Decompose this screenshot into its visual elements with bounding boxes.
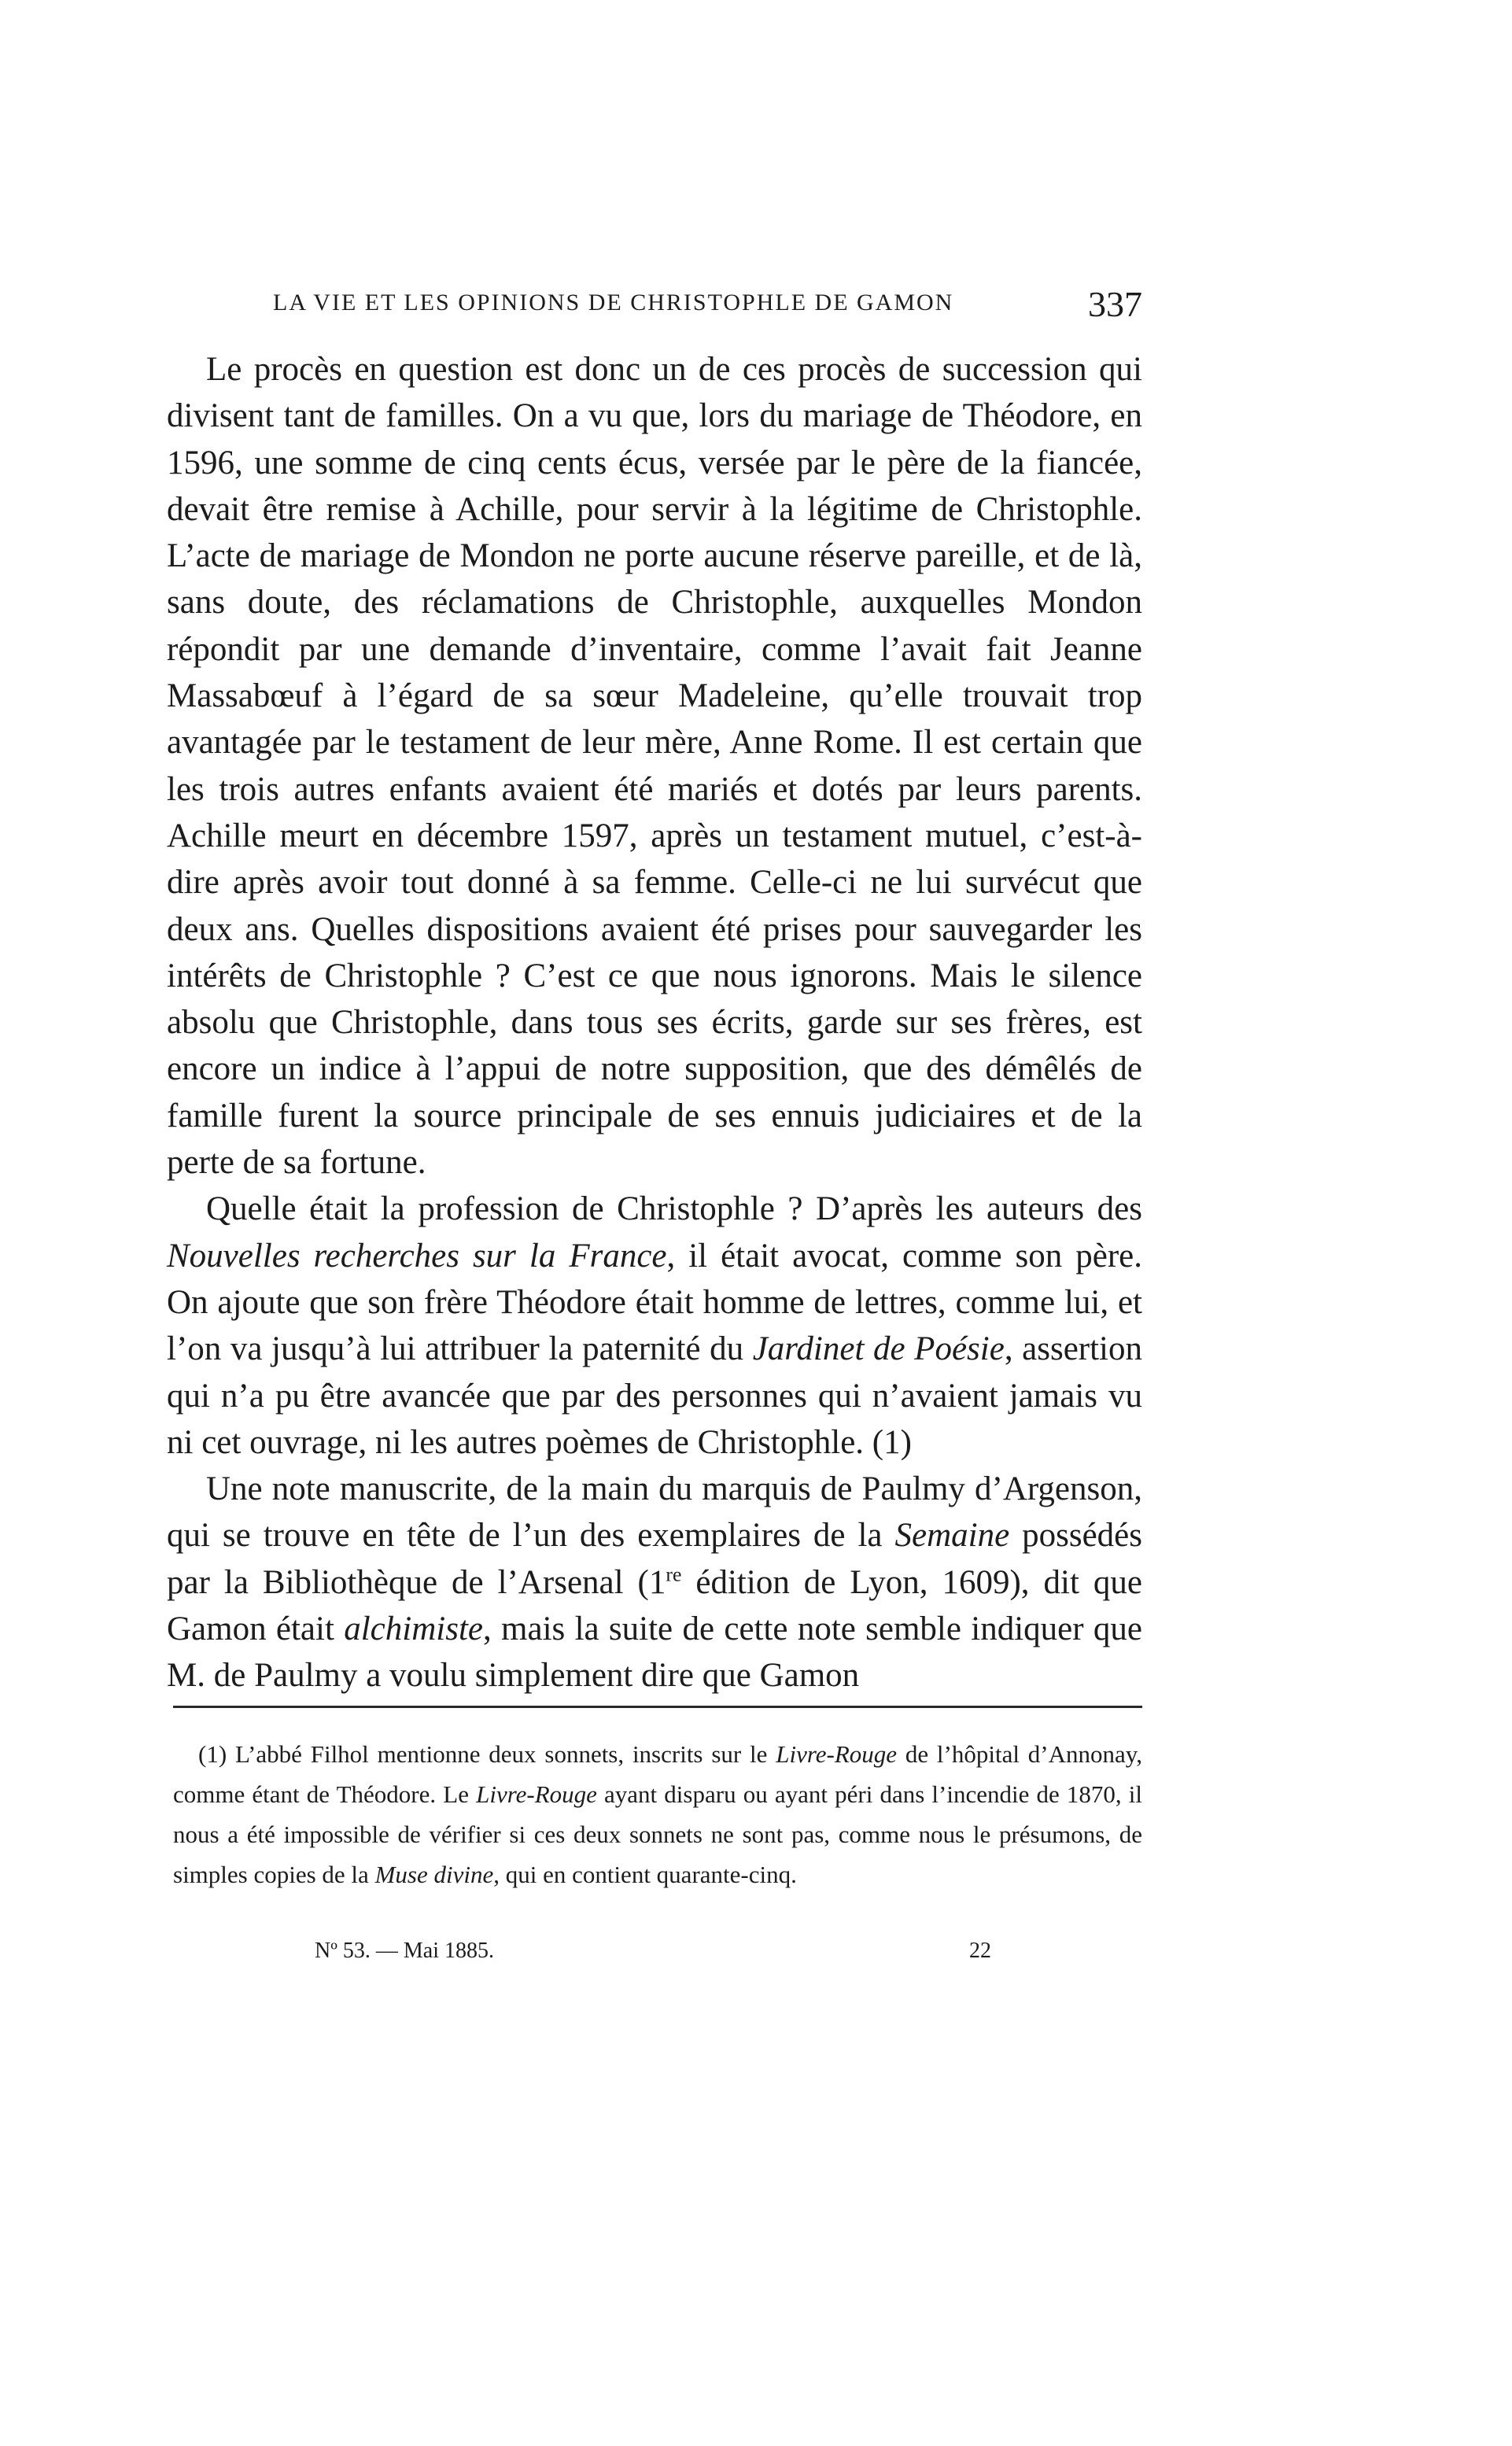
paragraph-1 — [167, 346, 1142, 1186]
title-muse-divine: Muse divine — [374, 1861, 494, 1888]
footnote-text-b: de l’hôpital d’Annonay, comme étant de Théodore. Le — [173, 1740, 1142, 1808]
running-title: LA VIE ET LES OPINIONS DE CHRISTOPHLE DE GAMON — [273, 290, 954, 315]
title-livre-rouge-2: Livre-Rouge — [476, 1780, 597, 1808]
footnote-text-d: , qui en contient quarante-cinq. — [493, 1861, 797, 1888]
term-alchimiste: alchimiste — [344, 1610, 483, 1648]
footnote-text-a: (1) L’abbé Filhol mentionne deux sonnets, inscrits sur le — [198, 1740, 776, 1768]
footnote-text-c: ayant disparu ou ayant péri dans l’incendie de 1870, il nous a été impossible de vérifier si ces deux sonnets ne sont pas, comme nous le présumons, de simples copies de la — [173, 1780, 1142, 1888]
issue-info: Nº 53. — Mai 1885. — [315, 1939, 495, 1963]
paragraph-3-text-b: possédés par la Bibliothèque de l’Arsenal (1 — [167, 1517, 1143, 1601]
paragraph-2-text-c: , assertion qui n’a pu être avancée que par des personnes qui n’avaient jamais vu ni cet ouvrage, ni les autres poèmes de Christophle. (1) — [167, 1330, 1143, 1461]
paragraph-2-text-b: , il était avocat, comme son père. On ajoute que son frère Théodore était homme de lettres, comme lui, et l’on va jusqu’à lui attribuer la paternité du — [167, 1237, 1142, 1368]
title-semaine: Semaine — [894, 1517, 1010, 1555]
footnote-rule — [173, 1706, 1142, 1708]
paragraph-3-text-c: édition de Lyon, 1609), dit que Gamon était — [167, 1563, 1142, 1648]
sheet-signature: 22 — [969, 1939, 991, 1963]
footnote-1 — [173, 1734, 1142, 1894]
paragraph-1-text: Le procès en question est donc un de ces procès de succession qui divisent tant de familles. On a vu que, lors du mariage de Théodore, en 1596, une somme de cinq cents écus, versée par le père de la fiancée, devait être remise à Achille, pour servir à la légitime de Christophle. L’acte de mariage de Mondon ne porte aucune réserve pareille, et de là, sans doute, des réclamations de Christophle, auxquelles Mondon répondit par une demande d’inventaire, comme l’avait fait Jeanne Massabœuf à l’égard de sa sœur Madeleine, qu’elle trouvait trop avantagée par le testament de leur mère, Anne Rome. Il est certain que les trois autres enfants avaient été mariés et dotés par leurs parents. Achille meurt en décembre 1597, après un testament mutuel, c’est-à-dire après avoir tout donné à sa femme. Celle-ci ne lui survécut que deux ans. Quelles dispositions avaient été prises pour sauvegarder les intérêts de Christophle ? C’est ce que nous ignorons. Mais le silence absolu que Christophle, dans tous ses écrits, garde sur ses frères, est encore un indice à l’appui de notre supposition, que des démêlés de famille furent la source principale de ses ennuis judiciaires et de la perte de sa fortune. — [167, 351, 1142, 1182]
superscript-re: re — [666, 1562, 682, 1586]
paragraph-3-text-a: Une note manuscrite, de la main du marquis de Paulmy d’Argenson, qui se trouve en tête de l’un des exemplaires de la — [167, 1470, 1142, 1555]
title-nouvelles-recherches: Nouvelles recherches sur la France — [167, 1237, 667, 1275]
running-head — [167, 283, 1142, 330]
signature-line — [315, 1939, 991, 1973]
paragraph-2 — [167, 1186, 1142, 1466]
paragraph-2-text-a: Quelle était la profession de Christophle ? D’après les auteurs des — [206, 1190, 1142, 1228]
title-jardinet-de-poesie: Jardinet de Poésie — [752, 1330, 1005, 1368]
title-livre-rouge: Livre-Rouge — [776, 1740, 898, 1768]
page-number: 337 — [1088, 284, 1142, 324]
paragraph-3 — [167, 1466, 1142, 1699]
footnote — [173, 1734, 1142, 1894]
paragraph-3-text-d: , mais la suite de cette note semble indiquer que M. de Paulmy a voulu simplement dire que Gamon — [167, 1610, 1142, 1695]
body-text — [167, 346, 1142, 1699]
